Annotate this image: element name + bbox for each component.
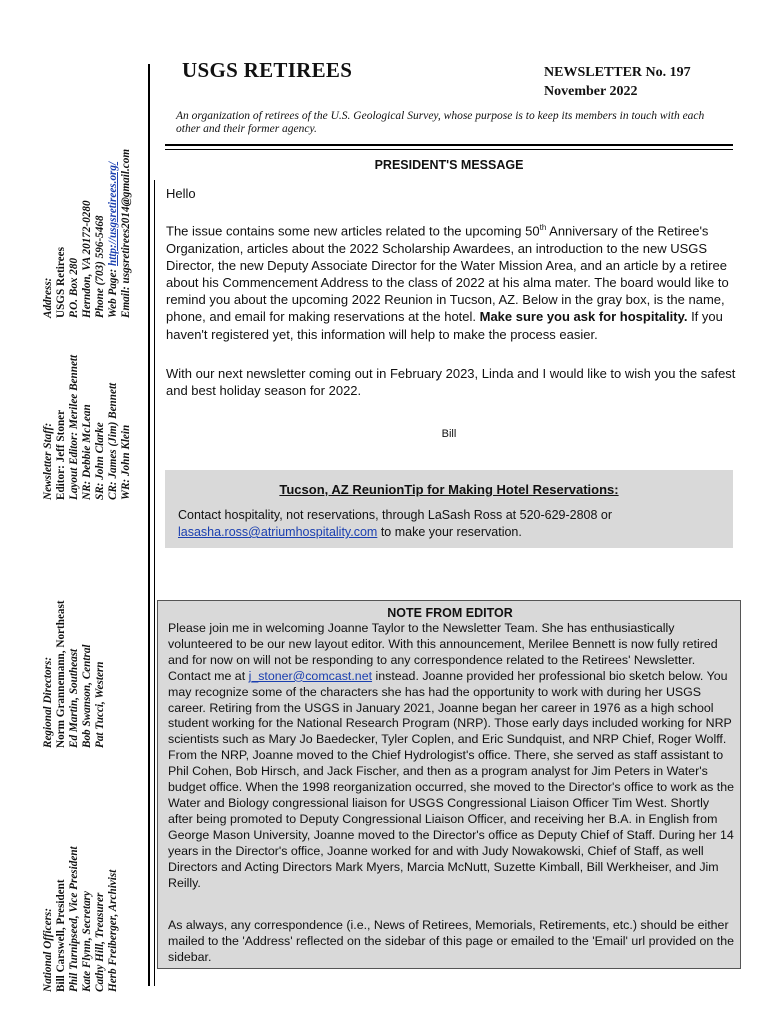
tagline: An organization of retirees of the U.S. Geological Survey, whose purpose is to keep its members in touch with each other and their former agency. <box>176 110 705 135</box>
editor-email-link[interactable]: j_stoner@comcast.net <box>248 668 373 683</box>
staff-line: CR: James (Jim) Bennett <box>107 382 119 500</box>
hotel-text-a: Contact hospitality, not reservations, through LaSash Ross at 520-629-2808 or <box>178 508 613 522</box>
president-paragraph-2: With our next newsletter coming out in February 2023, Linda and I would like to wish you the safest and best holiday season for 2022. <box>166 366 736 399</box>
greeting: Hello <box>166 186 196 201</box>
editor-note-body <box>168 621 736 891</box>
p1-text-c: If you haven't registered yet, this information will help to make the process easier. <box>166 309 723 342</box>
hotel-text-b: to make your reservation. <box>377 525 522 539</box>
staff-line: Layout Editor: Merilee Bennett <box>68 354 80 500</box>
address-city: Herndon, VA 20172-0280 <box>81 200 93 318</box>
p1-bold-text: Make sure you ask for hospitality. <box>479 309 688 325</box>
editor-note-closing: As always, any correspondence (i.e., News of Retirees, Memorials, Retirements, etc.) should be either mailed to the 'Address' reflected on the sidebar of this page or emailed to the 'Email' url provided on the sidebar. <box>168 918 734 964</box>
staff-line: Editor: Jeff Stoner <box>55 409 67 500</box>
staff-line: WR: John Klein <box>120 424 132 500</box>
president-paragraph-1 <box>166 219 736 343</box>
regional-block <box>42 600 107 748</box>
regional-line: Norm Grannemann, Northeast <box>55 600 67 748</box>
presidents-message-title: PRESIDENT'S MESSAGE <box>374 158 524 172</box>
editor-text-b: instead. Joanne provided her professional bio sketch below. You may recognize some of the characters she has had the opportunity to work with during her USGS career. Retiring from the USGS in January 2021, Joanne began her career in 1976 as a high school student working for the National Research Program (NRP). Those early days included working for NRP scientists such as Mary Jo Baedecker, Tyler Coplen, and Eric Sundquist, and NRP Chief, Roger Wolff. From the NRP, Joanne moved to the Chief Hydrologist's office. There, she served as staff assistant to Phil Cohen, Bob Hirsch, and Jack Fischer, and then as a program analyst for Jim Peters in Water's budget office. When the 1998 reorganization occurred, she moved to the Director's office to work as the Water and Biology congressional liaison for USGS Congressional Liaison Officer Tim West. Shortly after being promoted to Deputy Congressional Liaison Officer, and receiving her B.A. in English from George Mason University, Joanne moved to the Director's office as Deputy Chief of Staff. During her 14 years in the Director's office, Joanne worked for and with Judy Nowakowski, Chief of Staff, as well Directors and Acting Directors Mark Myers, Marcia McNutt, Suzette Kimball, Bill Werkheiser, and Jim Reilly. <box>168 668 735 890</box>
officers-line: Herb Freiberger, Archivist <box>107 869 119 992</box>
regional-line: Pat Tucci, Western <box>94 661 106 748</box>
newsletter-title: USGS RETIREES <box>182 58 353 82</box>
staff-heading: Newsletter Staff: <box>42 422 54 500</box>
sidebar-divider <box>148 64 150 986</box>
web-page-link[interactable]: http://usgsretirees.org/ <box>107 161 119 267</box>
hotel-box-title: Tucson, AZ ReunionTip for Making Hotel Reservations: <box>279 482 619 497</box>
sidebar-divider-inner <box>154 180 155 986</box>
staff-block <box>42 355 133 500</box>
address-block <box>42 149 133 318</box>
officers-line: Kate Flynn, Secretary <box>81 891 93 992</box>
regional-heading: Regional Directors: <box>42 656 54 748</box>
address-heading: Address: <box>42 277 54 318</box>
editor-text-a: Please join me in welcoming Joanne Taylor to the Newsletter Team. She has enthusiastically volunteered to be our new layout editor. With this announcement, Merilee Bennett is now fully retired and for now on will not be responding to any correspondence related to the Retirees' Newsletter. Contact me at <box>168 621 718 683</box>
officers-line: Bill Carswell, President <box>55 879 67 992</box>
officers-line: Phil Turnipseed, Vice President <box>68 846 80 992</box>
address-box: P.O. Box 280 <box>68 257 80 318</box>
editor-note-box <box>157 600 741 969</box>
newsletter-date: November 2022 <box>544 84 638 99</box>
regional-line: Bob Swanson, Central <box>81 644 93 748</box>
president-signoff: Bill <box>441 428 457 440</box>
staff-line: NR: Debbie McLean <box>81 404 93 500</box>
address-email[interactable]: Email: usgsretirees2014@gmail.com <box>120 148 132 318</box>
address-web <box>107 149 120 318</box>
newsletter-number: NEWSLETTER No. 197 <box>544 65 691 80</box>
web-label: Web Page: <box>107 268 119 318</box>
editor-note-title: NOTE FROM EDITOR <box>387 606 513 620</box>
newsletter-number-block <box>544 63 691 101</box>
header-rule-thin <box>165 149 733 150</box>
regional-line: Ed Martin, Southeast <box>68 648 80 748</box>
address-org: USGS Retirees <box>55 247 67 318</box>
header-rule <box>165 144 733 146</box>
hotel-reservation-box <box>165 470 733 548</box>
officers-block <box>42 846 120 992</box>
officers-heading: National Officers: <box>42 907 54 992</box>
staff-line: SR: John Clarke <box>94 422 106 500</box>
sidebar <box>0 0 150 1024</box>
p1-text-a: The issue contains some new articles related to the upcoming 50 <box>166 223 540 239</box>
officers-line: Cathy Hill, Treasurer <box>94 892 106 992</box>
hotel-email-link[interactable]: lasasha.ross@atriumhospitality.com <box>178 525 378 539</box>
hotel-box-text <box>178 507 723 541</box>
p1-text-b: Anniversary of the Retiree's Organization, articles about the 2022 Scholarship Awardees, an introduction to the new USGS Director, the new Deputy Associate Director for the Water Mission Area, and an article by a retiree about his Commencement Address to the class of 2022 at his alma mater. The board would like to remind you about the upcoming 2022 Reunion in Tucson, AZ. Below in the gray box, is the name, phone, and email for making reservations at the hotel. <box>166 223 729 325</box>
p1-superscript: th <box>539 223 547 232</box>
address-phone: Phone (703) 596-5468 <box>94 215 106 318</box>
